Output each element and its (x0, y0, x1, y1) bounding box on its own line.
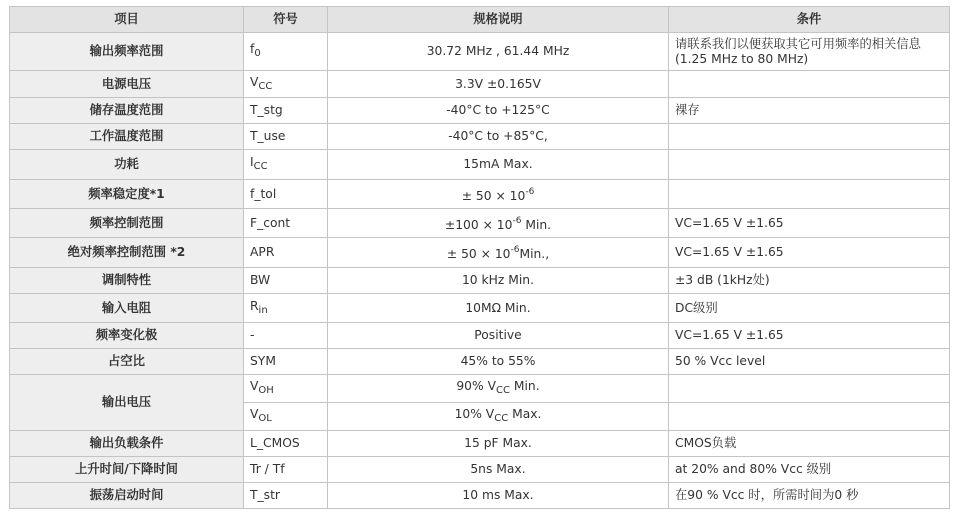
symbol-subscript: OH (258, 385, 274, 396)
item-cell: 频率变化极 (10, 323, 244, 349)
symbol-cell: L_CMOS (244, 431, 328, 457)
symbol-cell (244, 150, 328, 180)
spec-exponent: -6 (525, 186, 535, 197)
spec-cell (328, 375, 669, 403)
symbol-subscript: CC (258, 80, 273, 92)
condition-cell: VC=1.65 V ±1.65 (669, 323, 950, 349)
header-item: 项目 (10, 7, 244, 33)
spec-cell: Positive (328, 323, 669, 349)
spec-cell (328, 238, 669, 268)
spec-cell (328, 403, 669, 431)
condition-cell (669, 71, 950, 98)
spec-cell: 45% to 55% (328, 349, 669, 375)
condition-line-1: 请联系我们以便获取其它可用频率的相关信息 (675, 36, 921, 51)
symbol-cell: f_tol (244, 180, 328, 209)
item-cell: 调制特性 (10, 268, 244, 294)
spec-cell: 10MΩ Min. (328, 294, 669, 323)
table-row (10, 98, 950, 124)
symbol-cell (244, 294, 328, 323)
spec-exponent: -6 (512, 215, 522, 226)
symbol-subscript: in (258, 304, 268, 316)
condition-cell: VC=1.65 V ±1.65 (669, 238, 950, 268)
spec-cell: 5ns Max. (328, 457, 669, 483)
condition-line-2: (1.25 MHz to 80 MHz) (675, 51, 809, 66)
spec-cell: 3.3V ±0.165V (328, 71, 669, 98)
condition-cell: VC=1.65 V ±1.65 (669, 209, 950, 238)
table-row (10, 294, 950, 323)
spec-cell: -40°C to +125°C (328, 98, 669, 124)
symbol-cell: T_use (244, 124, 328, 150)
condition-cell (669, 180, 950, 209)
symbol-subscript: CC (253, 161, 268, 172)
symbol-cell: - (244, 323, 328, 349)
table-row (10, 431, 950, 457)
condition-cell (669, 124, 950, 150)
item-cell: 输出电压 (10, 375, 244, 431)
spec-text: 10% V (454, 407, 495, 421)
spec-suffix: Min. (509, 379, 540, 393)
spec-suffix: Max. (508, 407, 542, 421)
item-cell: 上升时间/下降时间 (10, 457, 244, 483)
symbol-main: f (250, 42, 255, 56)
header-spec: 规格说明 (328, 7, 669, 33)
condition-cell: 50 % Vcc level (669, 349, 950, 375)
table-row (10, 457, 950, 483)
symbol-cell: SYM (244, 349, 328, 375)
spec-cell (328, 209, 669, 238)
condition-cell: CMOS负载 (669, 431, 950, 457)
condition-cell: DC级别 (669, 294, 950, 323)
header-condition: 条件 (669, 7, 950, 33)
symbol-cell: Tr / Tf (244, 457, 328, 483)
item-cell: 频率稳定度*1 (10, 180, 244, 209)
spec-suffix: Min., (519, 247, 550, 261)
item-cell: 功耗 (10, 150, 244, 180)
spec-text: ±100 × 10 (444, 217, 513, 232)
spec-cell: 15mA Max. (328, 150, 669, 180)
item-cell: 电源电压 (10, 71, 244, 98)
spec-cell: 15 pF Max. (328, 431, 669, 457)
spec-cell: 10 kHz Min. (328, 268, 669, 294)
condition-cell: 在90 % Vcc 时，所需时间为0 秒 (669, 483, 950, 509)
spec-text: 90% V (456, 379, 497, 393)
symbol-cell (244, 33, 328, 71)
symbol-cell (244, 403, 328, 431)
symbol-main: V (250, 407, 259, 421)
spec-subscript: CC (494, 413, 509, 424)
symbol-subscript: OL (258, 413, 272, 424)
table-row (10, 33, 950, 71)
item-cell: 输出负载条件 (10, 431, 244, 457)
item-cell: 输入电阻 (10, 294, 244, 323)
symbol-cell: F_cont (244, 209, 328, 238)
spec-table (9, 6, 950, 509)
item-cell: 占空比 (10, 349, 244, 375)
table-row (10, 375, 950, 403)
spec-text: ± 50 × 10 (461, 188, 526, 203)
symbol-main: V (250, 74, 259, 89)
spec-cell (328, 180, 669, 209)
table-row (10, 150, 950, 180)
condition-cell: ±3 dB (1kHz处) (669, 268, 950, 294)
condition-cell (669, 375, 950, 403)
symbol-main: I (250, 155, 254, 169)
table-row (10, 124, 950, 150)
item-cell: 绝对频率控制范围 *2 (10, 238, 244, 268)
table-row (10, 483, 950, 509)
table-row (10, 268, 950, 294)
symbol-main: R (250, 298, 259, 313)
table-row (10, 71, 950, 98)
item-cell: 频率控制范围 (10, 209, 244, 238)
spec-cell: 10 ms Max. (328, 483, 669, 509)
condition-cell (669, 33, 950, 71)
item-cell: 工作温度范围 (10, 124, 244, 150)
item-cell: 振荡启动时间 (10, 483, 244, 509)
table-row (10, 349, 950, 375)
table-row (10, 209, 950, 238)
symbol-subscript: 0 (254, 48, 261, 59)
symbol-cell: T_str (244, 483, 328, 509)
header-row (10, 7, 950, 33)
symbol-cell (244, 71, 328, 98)
spec-cell: -40°C to +85°C, (328, 124, 669, 150)
spec-text: ± 50 × 10 (446, 247, 511, 261)
table-row (10, 180, 950, 209)
symbol-cell (244, 375, 328, 403)
condition-cell (669, 403, 950, 431)
spec-suffix: Min. (521, 217, 552, 232)
table-row (10, 323, 950, 349)
condition-cell (669, 150, 950, 180)
spec-exponent: -6 (510, 245, 520, 255)
spec-cell: 30.72 MHz , 61.44 MHz (328, 33, 669, 71)
header-symbol: 符号 (244, 7, 328, 33)
condition-cell: 裸存 (669, 98, 950, 124)
table-row (10, 238, 950, 268)
symbol-cell: T_stg (244, 98, 328, 124)
symbol-cell: BW (244, 268, 328, 294)
symbol-main: V (250, 379, 259, 393)
symbol-cell: APR (244, 238, 328, 268)
item-cell: 输出频率范围 (10, 33, 244, 71)
condition-cell: at 20% and 80% Vcc 级别 (669, 457, 950, 483)
spec-subscript: CC (496, 385, 510, 396)
item-cell: 储存温度范围 (10, 98, 244, 124)
